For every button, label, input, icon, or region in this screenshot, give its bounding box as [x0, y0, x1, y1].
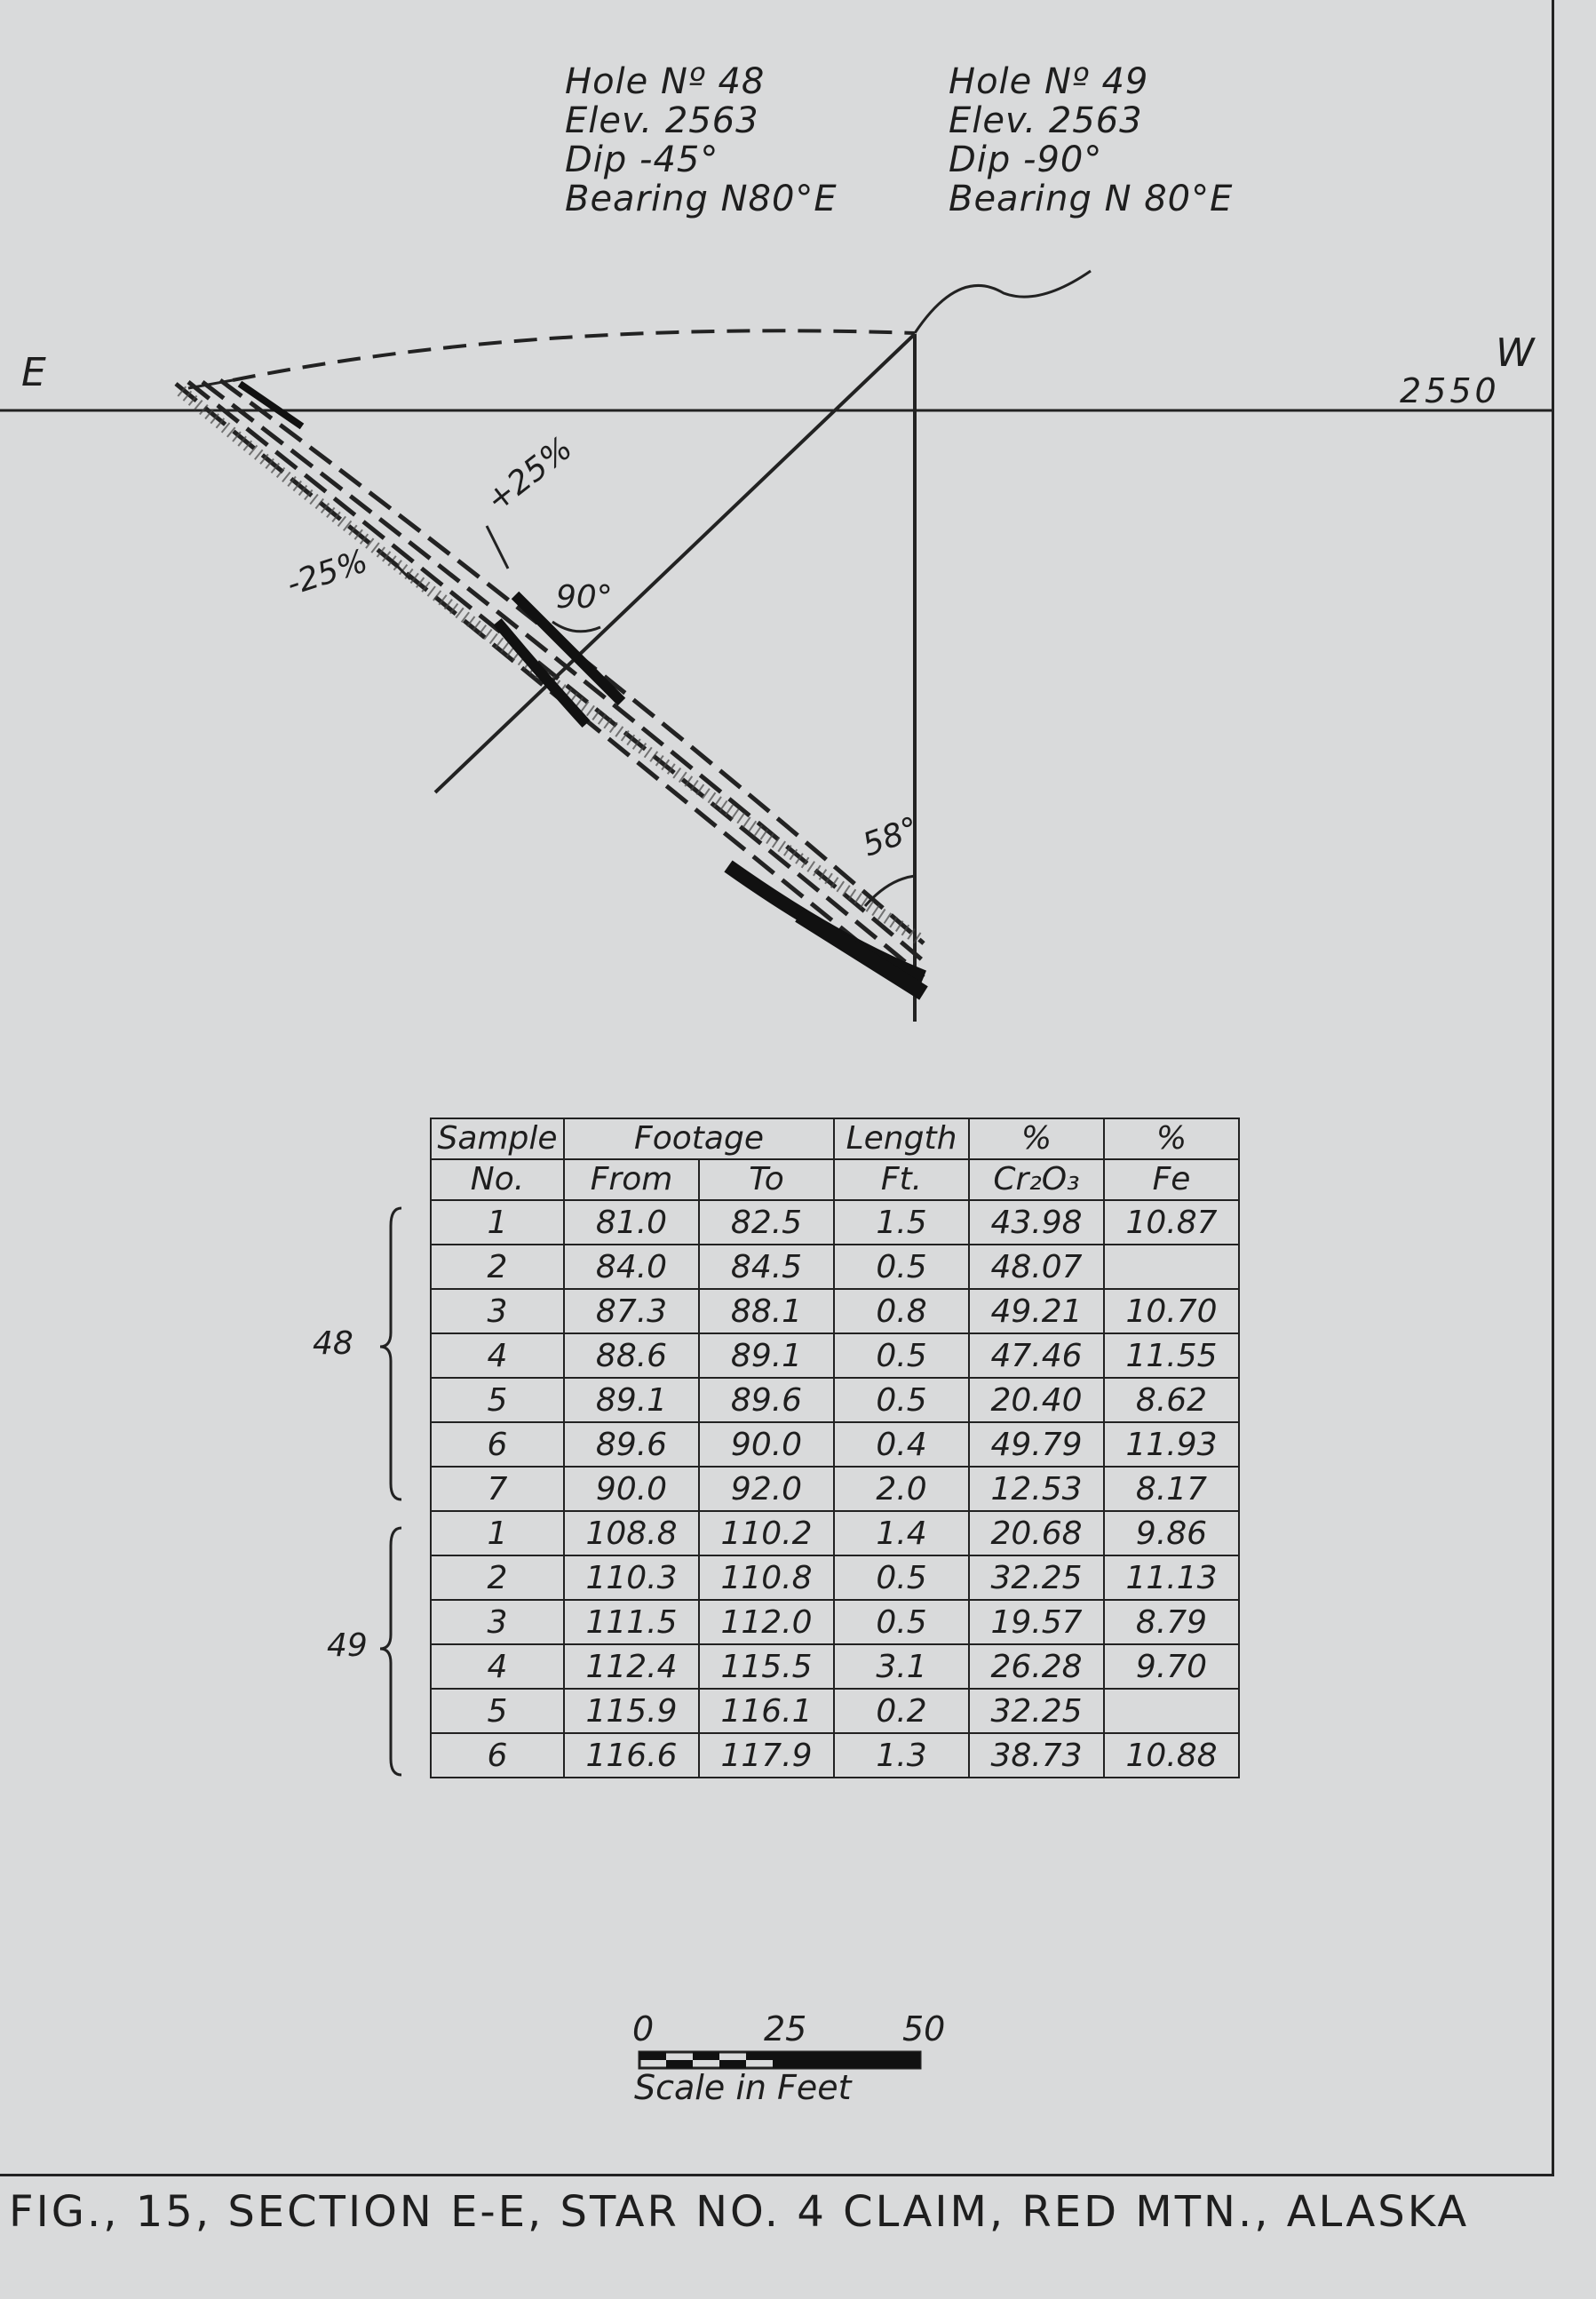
cell-to: 90.0 — [699, 1422, 834, 1467]
header-fe-label: Fe — [1104, 1159, 1239, 1200]
cell-from: 81.0 — [564, 1200, 699, 1245]
cell-cr2o3: 49.21 — [969, 1289, 1104, 1333]
figure-caption: FIG., 15, SECTION E-E, STAR NO. 4 CLAIM, RED MTN., ALASKA — [9, 2187, 1470, 2237]
hole-48-elev: Elev. 2563 — [565, 100, 759, 141]
table-row — [431, 1733, 1239, 1778]
bracket-hole-48 — [380, 1208, 401, 1500]
hole-49-elev: Elev. 2563 — [949, 100, 1143, 141]
table-row — [431, 1689, 1239, 1733]
cell-fe: 10.70 — [1104, 1289, 1239, 1333]
cell-length: 0.2 — [834, 1689, 969, 1733]
table-row — [431, 1378, 1239, 1422]
hill-outline — [915, 271, 1091, 333]
cell-fe: 11.93 — [1104, 1422, 1239, 1467]
cell-cr2o3: 38.73 — [969, 1733, 1104, 1778]
bracket-hole-49 — [380, 1528, 401, 1775]
group-label-48: 48 — [313, 1325, 353, 1362]
cell-fe: 9.70 — [1104, 1644, 1239, 1689]
scale-bar-seg-6 — [773, 2052, 920, 2068]
cell-from: 112.4 — [564, 1644, 699, 1689]
plus-grade-marker — [487, 526, 508, 569]
cell-sample-no: 2 — [431, 1555, 564, 1600]
scale-tick-0: 0 — [632, 2009, 655, 2048]
cell-fe: 8.17 — [1104, 1467, 1239, 1511]
hole-48-title: Hole Nº 48 — [565, 61, 766, 102]
cell-length: 0.8 — [834, 1289, 969, 1333]
cell-fe: 10.87 — [1104, 1200, 1239, 1245]
hole-48-bearing: Bearing N80°E — [565, 179, 838, 219]
cell-to: 116.1 — [699, 1689, 834, 1733]
minus-grade-label: -25% — [282, 543, 373, 603]
cell-sample-no: 5 — [431, 1378, 564, 1422]
scale-bar-seg-4 — [719, 2060, 746, 2068]
cell-to: 117.9 — [699, 1733, 834, 1778]
cell-length: 1.5 — [834, 1200, 969, 1245]
scale-label: Scale in Feet — [634, 2068, 852, 2107]
ground-surface-profile — [233, 330, 915, 380]
cell-to: 92.0 — [699, 1467, 834, 1511]
group-label-49: 49 — [327, 1627, 368, 1664]
cell-length: 0.5 — [834, 1378, 969, 1422]
table-row — [431, 1333, 1239, 1378]
header-to: To — [699, 1159, 834, 1200]
scale-tick-50: 50 — [902, 2009, 946, 2048]
cell-length: 0.5 — [834, 1555, 969, 1600]
cell-sample-no: 2 — [431, 1245, 564, 1289]
cell-length: 2.0 — [834, 1467, 969, 1511]
cell-fe: 11.13 — [1104, 1555, 1239, 1600]
angle-90-label: 90° — [556, 579, 613, 616]
cell-fe: 9.86 — [1104, 1511, 1239, 1555]
cell-length: 0.5 — [834, 1600, 969, 1644]
cell-from: 87.3 — [564, 1289, 699, 1333]
table-row — [431, 1422, 1239, 1467]
cell-from: 89.1 — [564, 1378, 699, 1422]
angle-58-label: 58° — [858, 810, 924, 864]
scale-bar-seg-1 — [639, 2052, 666, 2060]
header-length: Length — [834, 1118, 969, 1159]
cell-cr2o3: 32.25 — [969, 1689, 1104, 1733]
cell-from: 90.0 — [564, 1467, 699, 1511]
cell-length: 0.4 — [834, 1422, 969, 1467]
drill-hole-48 — [435, 334, 915, 792]
cell-to: 89.1 — [699, 1333, 834, 1378]
west-label: W — [1496, 330, 1535, 376]
east-label: E — [21, 350, 46, 395]
scale-bar-seg-5 — [746, 2052, 773, 2060]
cell-from: 88.6 — [564, 1333, 699, 1378]
cell-sample-no: 4 — [431, 1333, 564, 1378]
cell-fe — [1104, 1245, 1239, 1289]
scale-bar-seg-3 — [693, 2052, 719, 2060]
cell-cr2o3: 20.40 — [969, 1378, 1104, 1422]
cell-sample-no: 6 — [431, 1733, 564, 1778]
header-from: From — [564, 1159, 699, 1200]
table-row — [431, 1467, 1239, 1511]
cell-from: 84.0 — [564, 1245, 699, 1289]
cell-fe — [1104, 1689, 1239, 1733]
cell-from: 110.3 — [564, 1555, 699, 1600]
cell-length: 1.3 — [834, 1733, 969, 1778]
cell-sample-no: 4 — [431, 1644, 564, 1689]
cell-from: 111.5 — [564, 1600, 699, 1644]
cell-cr2o3: 19.57 — [969, 1600, 1104, 1644]
cell-length: 0.5 — [834, 1333, 969, 1378]
header-sample-no: No. — [431, 1159, 564, 1200]
cell-fe: 8.79 — [1104, 1600, 1239, 1644]
cell-fe: 11.55 — [1104, 1333, 1239, 1378]
header-cr-pct: % — [969, 1118, 1104, 1159]
cell-fe: 10.88 — [1104, 1733, 1239, 1778]
cell-sample-no: 5 — [431, 1689, 564, 1733]
cell-cr2o3: 49.79 — [969, 1422, 1104, 1467]
angle-90-arc — [552, 622, 600, 632]
hole-49-dip: Dip -90° — [949, 139, 1103, 180]
cell-from: 89.6 — [564, 1422, 699, 1467]
cell-to: 84.5 — [699, 1245, 834, 1289]
table-row — [431, 1644, 1239, 1689]
hole-49-title: Hole Nº 49 — [949, 61, 1149, 102]
cell-to: 88.1 — [699, 1289, 834, 1333]
cell-from: 115.9 — [564, 1689, 699, 1733]
cell-length: 3.1 — [834, 1644, 969, 1689]
cell-length: 0.5 — [834, 1245, 969, 1289]
table-row — [431, 1289, 1239, 1333]
scale-tick-25: 25 — [764, 2009, 807, 2048]
table-row — [431, 1200, 1239, 1245]
cell-cr2o3: 47.46 — [969, 1333, 1104, 1378]
cell-to: 110.2 — [699, 1511, 834, 1555]
cell-fe: 8.62 — [1104, 1378, 1239, 1422]
cell-to: 110.8 — [699, 1555, 834, 1600]
header-footage: Footage — [564, 1118, 834, 1159]
cell-sample-no: 7 — [431, 1467, 564, 1511]
cell-sample-no: 6 — [431, 1422, 564, 1467]
cell-length: 1.4 — [834, 1511, 969, 1555]
scale-bar — [639, 2052, 920, 2068]
cell-sample-no: 3 — [431, 1600, 564, 1644]
scale-bar-seg-2 — [666, 2060, 693, 2068]
cell-cr2o3: 32.25 — [969, 1555, 1104, 1600]
table-row — [431, 1555, 1239, 1600]
cell-sample-no: 1 — [431, 1200, 564, 1245]
cell-sample-no: 1 — [431, 1511, 564, 1555]
cell-to: 82.5 — [699, 1200, 834, 1245]
hole-48-dip: Dip -45° — [565, 139, 719, 180]
cell-cr2o3: 26.28 — [969, 1644, 1104, 1689]
cell-cr2o3: 43.98 — [969, 1200, 1104, 1245]
header-cr-label: Cr₂O₃ — [969, 1159, 1104, 1200]
cell-from: 116.6 — [564, 1733, 699, 1778]
table-row — [431, 1245, 1239, 1289]
cell-cr2o3: 48.07 — [969, 1245, 1104, 1289]
plus-grade-label: +25% — [480, 430, 580, 520]
cell-sample-no: 3 — [431, 1289, 564, 1333]
cell-cr2o3: 20.68 — [969, 1511, 1104, 1555]
table-row — [431, 1600, 1239, 1644]
header-fe-pct: % — [1104, 1118, 1239, 1159]
cell-to: 89.6 — [699, 1378, 834, 1422]
cell-to: 112.0 — [699, 1600, 834, 1644]
hole-49-bearing: Bearing N 80°E — [949, 179, 1234, 219]
cell-to: 115.5 — [699, 1644, 834, 1689]
elevation-label: 2550 — [1400, 371, 1500, 410]
cell-cr2o3: 12.53 — [969, 1467, 1104, 1511]
table-row — [431, 1511, 1239, 1555]
header-sample: Sample — [431, 1118, 564, 1159]
assay-table — [430, 1118, 1240, 1778]
cell-from: 108.8 — [564, 1511, 699, 1555]
header-length-unit: Ft. — [834, 1159, 969, 1200]
